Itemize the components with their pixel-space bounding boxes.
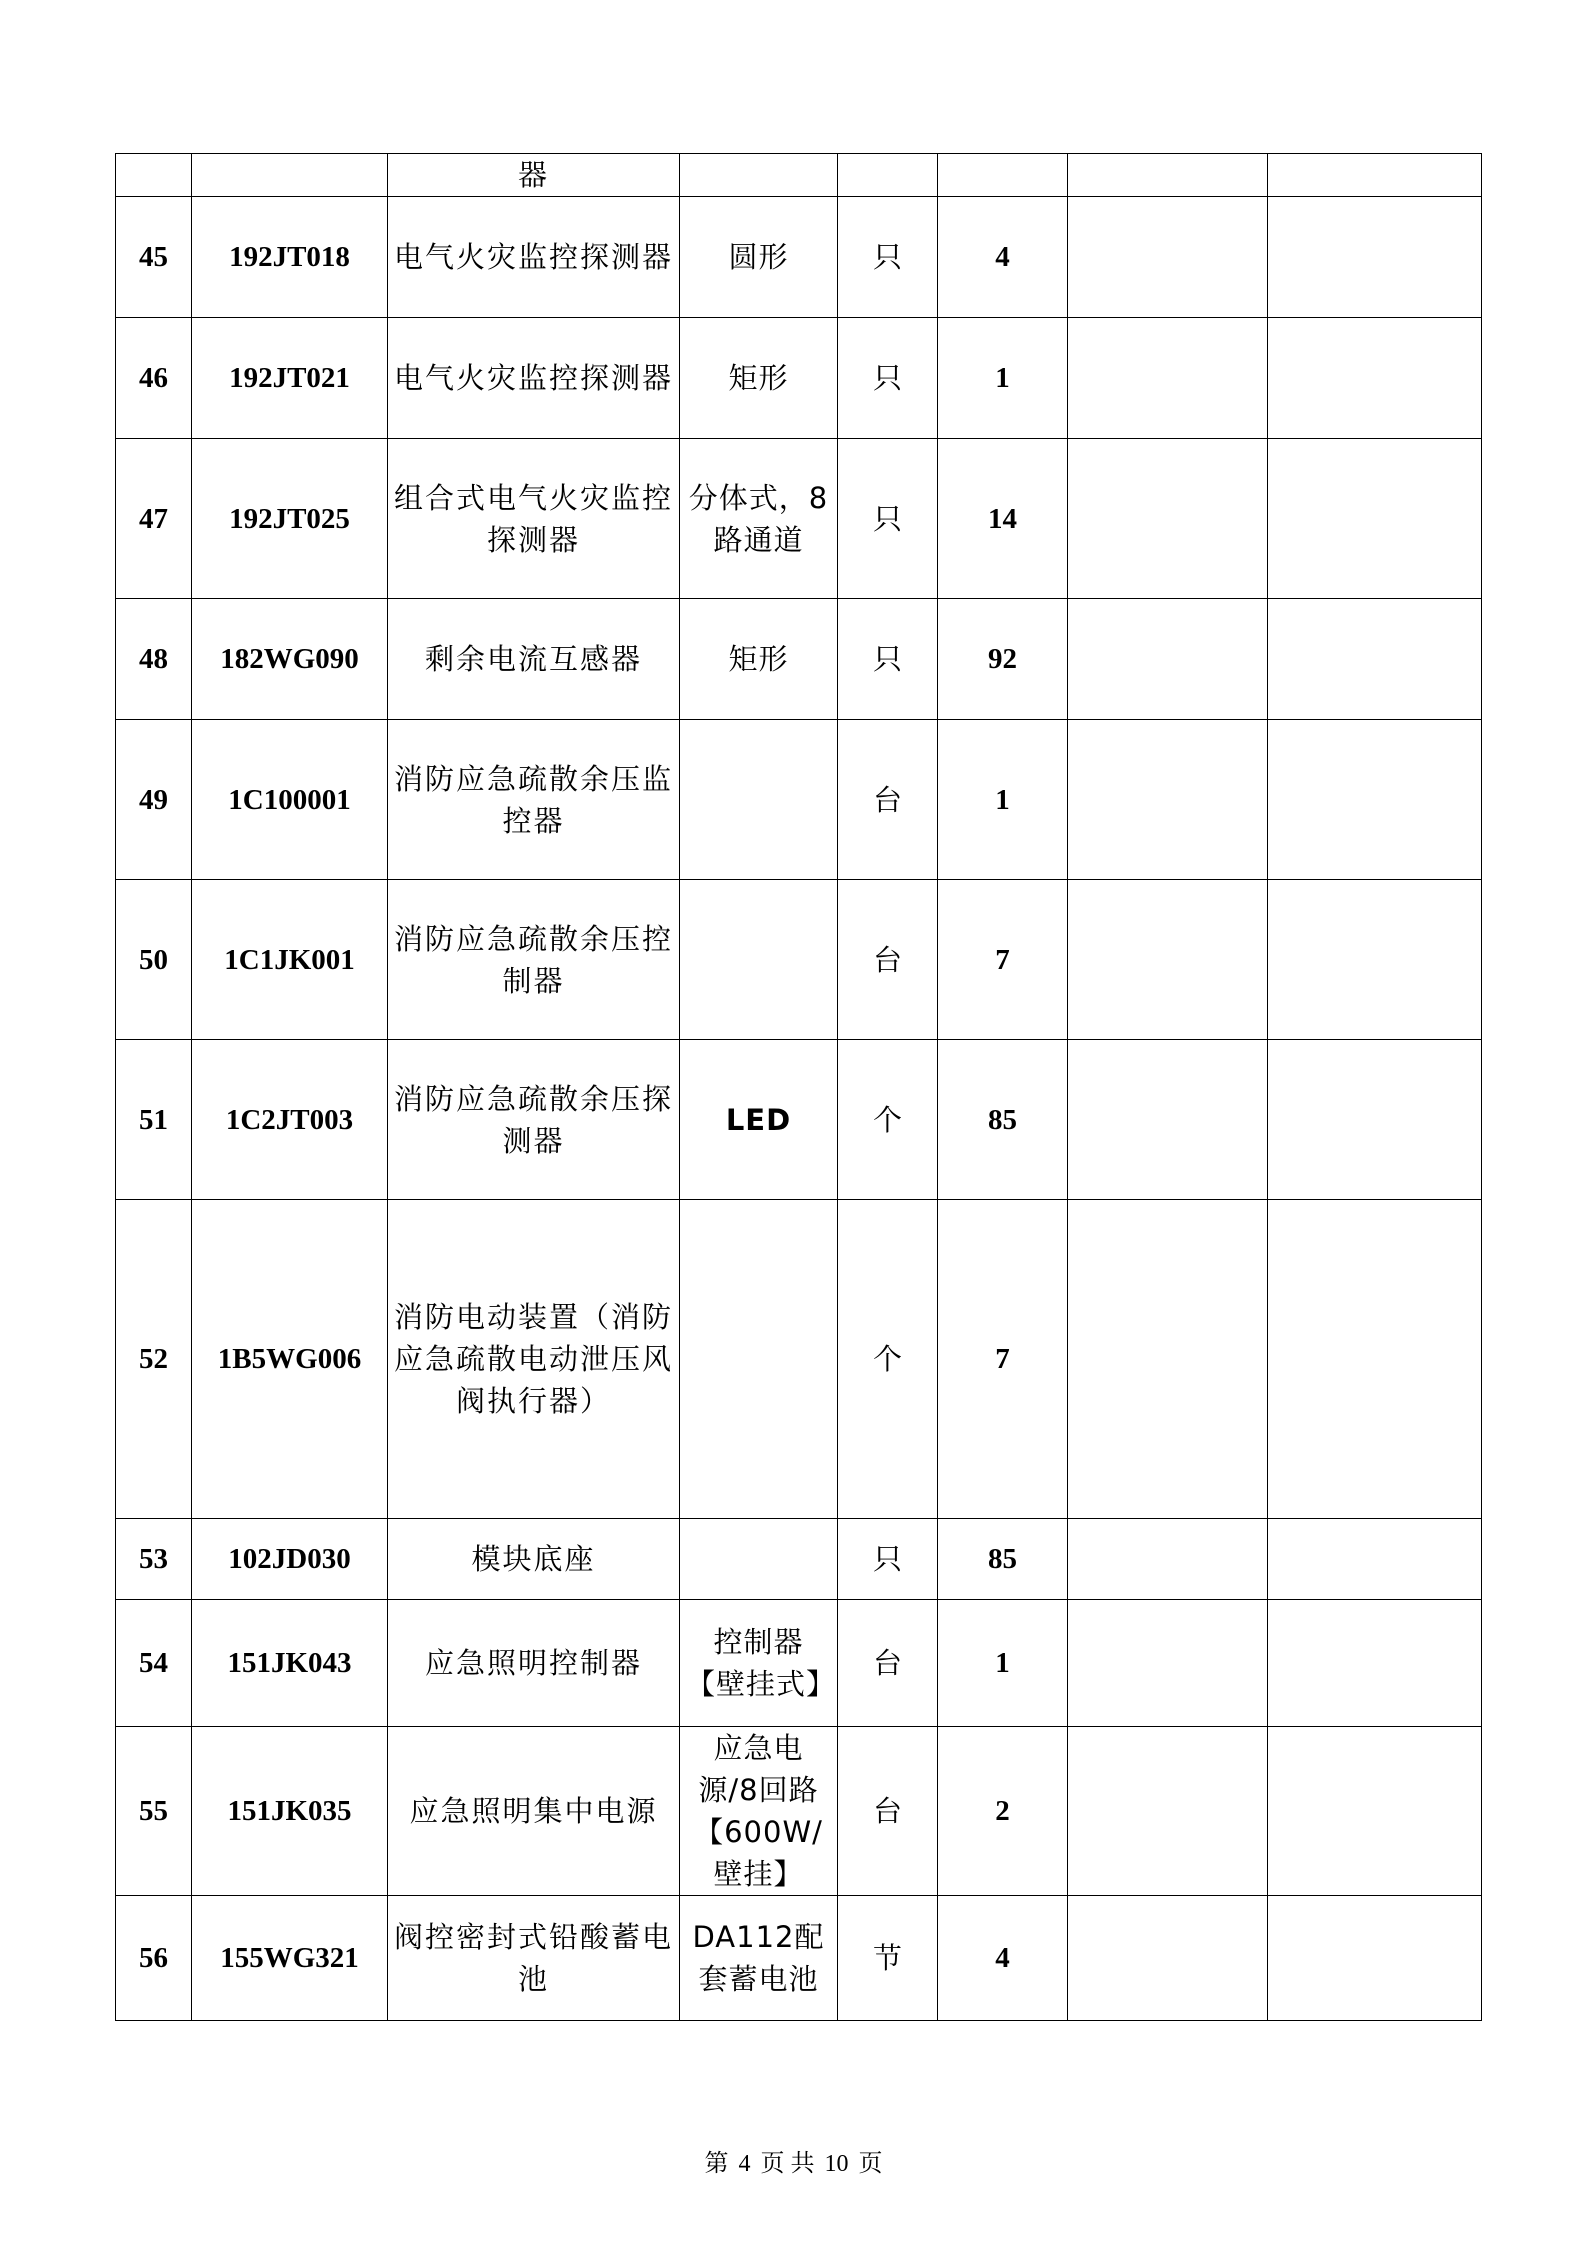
cell-blank-2 <box>1268 1200 1482 1519</box>
table-row <box>116 154 1482 197</box>
cell-code: 1C100001 <box>192 720 388 880</box>
cell-no: 52 <box>116 1200 192 1519</box>
cell-code: 192JT021 <box>192 318 388 439</box>
cell-no: 45 <box>116 197 192 318</box>
cell-blank-1 <box>1068 1896 1268 2021</box>
cell-spec <box>680 154 838 197</box>
cell-unit: 台 <box>838 1727 938 1896</box>
cell-spec: 圆形 <box>680 197 838 318</box>
cell-name: 应急照明控制器 <box>388 1600 680 1727</box>
cell-blank-2 <box>1268 1727 1482 1896</box>
cell-spec <box>680 720 838 880</box>
cell-qty: 2 <box>938 1727 1068 1896</box>
cell-no <box>116 154 192 197</box>
cell-unit: 台 <box>838 720 938 880</box>
cell-name: 模块底座 <box>388 1519 680 1600</box>
footer-mid: 页 共 <box>760 2151 815 2177</box>
cell-blank-1 <box>1068 720 1268 880</box>
cell-unit: 只 <box>838 1519 938 1600</box>
footer-page-number: 4 <box>738 2151 751 2177</box>
cell-unit: 节 <box>838 1896 938 2021</box>
cell-spec: 控制器【壁挂式】 <box>680 1600 838 1727</box>
cell-name: 器 <box>388 154 680 197</box>
cell-code: 102JD030 <box>192 1519 388 1600</box>
cell-name: 消防应急疏散余压控制器 <box>388 880 680 1040</box>
cell-blank-1 <box>1068 1727 1268 1896</box>
cell-unit: 只 <box>838 318 938 439</box>
cell-no: 46 <box>116 318 192 439</box>
cell-name: 消防应急疏散余压监控器 <box>388 720 680 880</box>
cell-name: 应急照明集中电源 <box>388 1727 680 1896</box>
cell-code <box>192 154 388 197</box>
cell-blank-1 <box>1068 1040 1268 1200</box>
table-row <box>116 1040 1482 1200</box>
cell-name: 消防电动装置（消防应急疏散电动泄压风阀执行器） <box>388 1200 680 1519</box>
cell-qty: 85 <box>938 1040 1068 1200</box>
cell-qty: 92 <box>938 599 1068 720</box>
cell-name: 阀控密封式铅酸蓄电池 <box>388 1896 680 2021</box>
cell-blank-2 <box>1268 1040 1482 1200</box>
cell-qty: 4 <box>938 1896 1068 2021</box>
cell-code: 1C1JK001 <box>192 880 388 1040</box>
table-row <box>116 880 1482 1040</box>
cell-blank-2 <box>1268 154 1482 197</box>
cell-code: 192JT018 <box>192 197 388 318</box>
table-row <box>116 318 1482 439</box>
cell-no: 47 <box>116 439 192 599</box>
cell-blank-2 <box>1268 318 1482 439</box>
cell-spec <box>680 1200 838 1519</box>
table-row <box>116 197 1482 318</box>
cell-code: 182WG090 <box>192 599 388 720</box>
cell-name: 电气火灾监控探测器 <box>388 197 680 318</box>
cell-blank-2 <box>1268 720 1482 880</box>
footer-prefix: 第 <box>704 2151 729 2177</box>
table-row <box>116 1600 1482 1727</box>
cell-code: 151JK043 <box>192 1600 388 1727</box>
cell-unit: 台 <box>838 880 938 1040</box>
cell-no: 55 <box>116 1727 192 1896</box>
table-row <box>116 599 1482 720</box>
cell-blank-1 <box>1068 154 1268 197</box>
cell-no: 53 <box>116 1519 192 1600</box>
cell-qty: 1 <box>938 720 1068 880</box>
table-row <box>116 1727 1482 1896</box>
cell-no: 54 <box>116 1600 192 1727</box>
cell-code: 151JK035 <box>192 1727 388 1896</box>
cell-spec <box>680 1519 838 1600</box>
table-row <box>116 1519 1482 1600</box>
cell-blank-1 <box>1068 599 1268 720</box>
cell-spec: LED <box>680 1040 838 1200</box>
cell-no: 56 <box>116 1896 192 2021</box>
cell-blank-2 <box>1268 439 1482 599</box>
cell-blank-1 <box>1068 197 1268 318</box>
footer-suffix: 页 <box>858 2151 883 2177</box>
cell-spec <box>680 880 838 1040</box>
cell-blank-2 <box>1268 1896 1482 2021</box>
cell-unit: 只 <box>838 197 938 318</box>
cell-no: 48 <box>116 599 192 720</box>
cell-qty: 7 <box>938 1200 1068 1519</box>
cell-unit <box>838 154 938 197</box>
cell-unit: 只 <box>838 439 938 599</box>
cell-blank-2 <box>1268 1600 1482 1727</box>
cell-blank-1 <box>1068 1200 1268 1519</box>
table-row <box>116 720 1482 880</box>
cell-spec: 矩形 <box>680 599 838 720</box>
cell-blank-2 <box>1268 197 1482 318</box>
footer-total-pages: 10 <box>824 2151 849 2177</box>
cell-spec: 应急电源/8回路【600W/壁挂】 <box>680 1727 838 1896</box>
page-footer <box>0 2143 1587 2178</box>
cell-code: 1C2JT003 <box>192 1040 388 1200</box>
cell-spec: 分体式，8路通道 <box>680 439 838 599</box>
cell-qty: 85 <box>938 1519 1068 1600</box>
cell-qty: 7 <box>938 880 1068 1040</box>
cell-spec: DA112配套蓄电池 <box>680 1896 838 2021</box>
cell-name: 消防应急疏散余压探测器 <box>388 1040 680 1200</box>
cell-blank-1 <box>1068 880 1268 1040</box>
cell-blank-1 <box>1068 439 1268 599</box>
table-row <box>116 439 1482 599</box>
cell-blank-2 <box>1268 1519 1482 1600</box>
cell-name: 剩余电流互感器 <box>388 599 680 720</box>
table-row <box>116 1200 1482 1519</box>
cell-unit: 只 <box>838 599 938 720</box>
cell-qty: 14 <box>938 439 1068 599</box>
cell-unit: 个 <box>838 1040 938 1200</box>
cell-no: 49 <box>116 720 192 880</box>
cell-unit: 个 <box>838 1200 938 1519</box>
cell-qty <box>938 154 1068 197</box>
cell-unit: 台 <box>838 1600 938 1727</box>
table-body <box>116 154 1482 2021</box>
cell-blank-1 <box>1068 1519 1268 1600</box>
cell-blank-2 <box>1268 599 1482 720</box>
cell-qty: 1 <box>938 318 1068 439</box>
cell-no: 51 <box>116 1040 192 1200</box>
cell-qty: 1 <box>938 1600 1068 1727</box>
cell-code: 155WG321 <box>192 1896 388 2021</box>
cell-spec: 矩形 <box>680 318 838 439</box>
cell-code: 192JT025 <box>192 439 388 599</box>
table-row <box>116 1896 1482 2021</box>
cell-no: 50 <box>116 880 192 1040</box>
cell-blank-1 <box>1068 318 1268 439</box>
equipment-table <box>115 153 1482 2021</box>
cell-code: 1B5WG006 <box>192 1200 388 1519</box>
cell-blank-1 <box>1068 1600 1268 1727</box>
cell-blank-2 <box>1268 880 1482 1040</box>
cell-name: 电气火灾监控探测器 <box>388 318 680 439</box>
cell-qty: 4 <box>938 197 1068 318</box>
cell-name: 组合式电气火灾监控探测器 <box>388 439 680 599</box>
